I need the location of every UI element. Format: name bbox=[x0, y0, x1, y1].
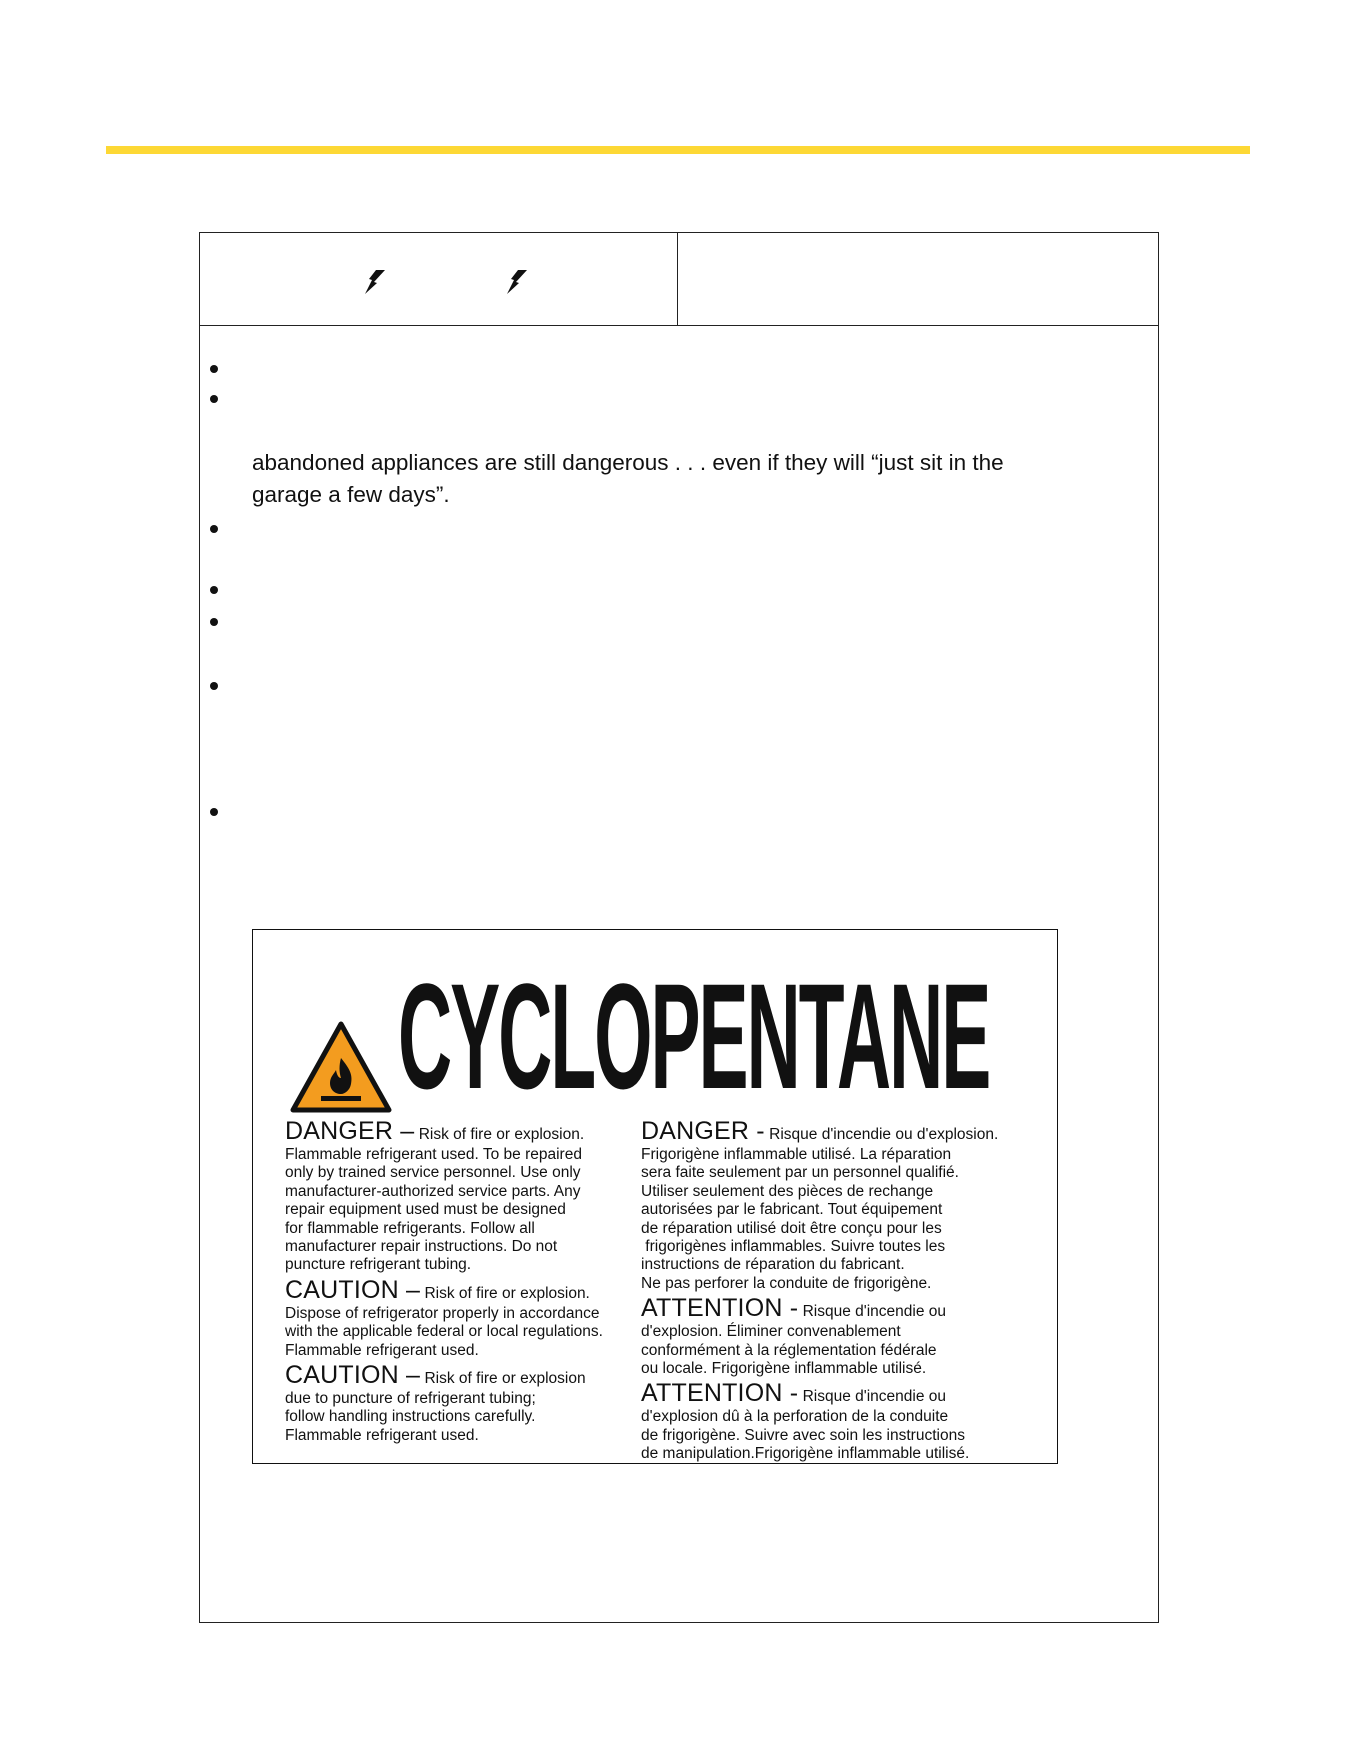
bullet-text-line: garage a few days”. bbox=[252, 482, 450, 507]
cyclopentane-warning-label bbox=[252, 929, 1058, 1464]
bullet-marker bbox=[210, 525, 218, 533]
label-line: instructions de réparation du fabricant. bbox=[641, 1256, 905, 1274]
table-header-left-cell bbox=[200, 233, 678, 325]
label-line: de réparation utilisé doit être conçu pour les bbox=[641, 1219, 942, 1237]
bullet-marker bbox=[210, 395, 218, 403]
label-line: ou locale. Frigorigène inflammable utilisé. bbox=[641, 1360, 927, 1378]
danger-heading: DANGER – bbox=[285, 1117, 415, 1145]
table-header-row bbox=[200, 233, 1158, 326]
label-line: manufacturer-authorized service parts. Any bbox=[285, 1182, 581, 1200]
label-line: due to puncture of refrigerant tubing; bbox=[285, 1390, 536, 1408]
label-line: repair equipment used must be designed bbox=[285, 1201, 566, 1219]
label-line: Flammable refrigerant used. To be repaired bbox=[285, 1146, 582, 1163]
label-line: conformément à la réglementation fédérale bbox=[641, 1341, 937, 1359]
lightning-bolt-icon bbox=[362, 269, 388, 295]
label-line: manufacturer repair instructions. Do not bbox=[285, 1238, 558, 1256]
label-line: autorisées par le fabricant. Tout équipement bbox=[641, 1201, 943, 1219]
flammable-hazard-icon bbox=[289, 1020, 393, 1114]
label-line: with the applicable federal or local regulations. bbox=[285, 1323, 603, 1341]
bullet-marker bbox=[210, 682, 218, 690]
label-line: Ne pas perforer la conduite de frigorigène. bbox=[641, 1274, 932, 1292]
label-line: only by trained service personnel. Use only bbox=[285, 1164, 581, 1182]
attention-heading: ATTENTION - bbox=[641, 1294, 799, 1323]
attention-subheading: Risque d'incendie ou bbox=[802, 1303, 947, 1321]
label-line: frigorigènes inflammables. Suivre toutes les bbox=[641, 1238, 946, 1256]
label-french-column bbox=[641, 1116, 1041, 1464]
bullet-marker bbox=[210, 618, 218, 626]
bullet-marker bbox=[210, 365, 218, 373]
lightning-bolt-icon bbox=[504, 269, 530, 295]
label-line: d'explosion. Éliminer convenablement bbox=[641, 1323, 901, 1341]
danger-subheading: Risk of fire or explosion. bbox=[418, 1126, 585, 1143]
bullet-text-line: abandoned appliances are still dangerous . . . even if they will “just sit in the bbox=[252, 450, 1004, 475]
label-line: for flammable refrigerants. Follow all bbox=[285, 1219, 535, 1237]
attention-subheading: Risque d'incendie ou bbox=[802, 1388, 947, 1406]
attention-heading: ATTENTION - bbox=[641, 1379, 799, 1408]
danger-heading: DANGER - bbox=[641, 1117, 765, 1145]
label-line: sera faite seulement par un personnel qualifié. bbox=[641, 1164, 959, 1182]
label-title: CYCLOPENTANE bbox=[398, 952, 990, 1120]
bullet-marker bbox=[210, 586, 218, 594]
label-line: Utiliser seulement des pièces de rechange bbox=[641, 1182, 934, 1200]
caution-subheading: Risk of fire or explosion. bbox=[424, 1284, 590, 1302]
label-line: de manipulation.Frigorigène inflammable utilisé. bbox=[641, 1445, 970, 1463]
label-english-column bbox=[285, 1116, 645, 1445]
bullet-marker bbox=[210, 808, 218, 816]
label-line: follow handling instructions carefully. bbox=[285, 1408, 536, 1426]
header-rule bbox=[106, 146, 1250, 154]
label-line: Flammable refrigerant used. bbox=[285, 1341, 479, 1359]
label-line: de frigorigène. Suivre avec soin les instructions bbox=[641, 1426, 965, 1444]
danger-subheading: Risque d'incendie ou d'explosion. bbox=[769, 1126, 999, 1143]
caution-heading: CAUTION – bbox=[285, 1275, 421, 1304]
label-line: Dispose of refrigerator properly in accordance bbox=[285, 1304, 600, 1322]
label-line: puncture refrigerant tubing. bbox=[285, 1256, 472, 1274]
caution-subheading: Risk of fire or explosion bbox=[424, 1370, 586, 1388]
label-line: Frigorigène inflammable utilisé. La réparation bbox=[641, 1146, 952, 1163]
label-line: Flammable refrigerant used. bbox=[285, 1426, 479, 1444]
label-line: d'explosion dû à la perforation de la conduite bbox=[641, 1408, 949, 1426]
caution-heading: CAUTION – bbox=[285, 1361, 421, 1390]
